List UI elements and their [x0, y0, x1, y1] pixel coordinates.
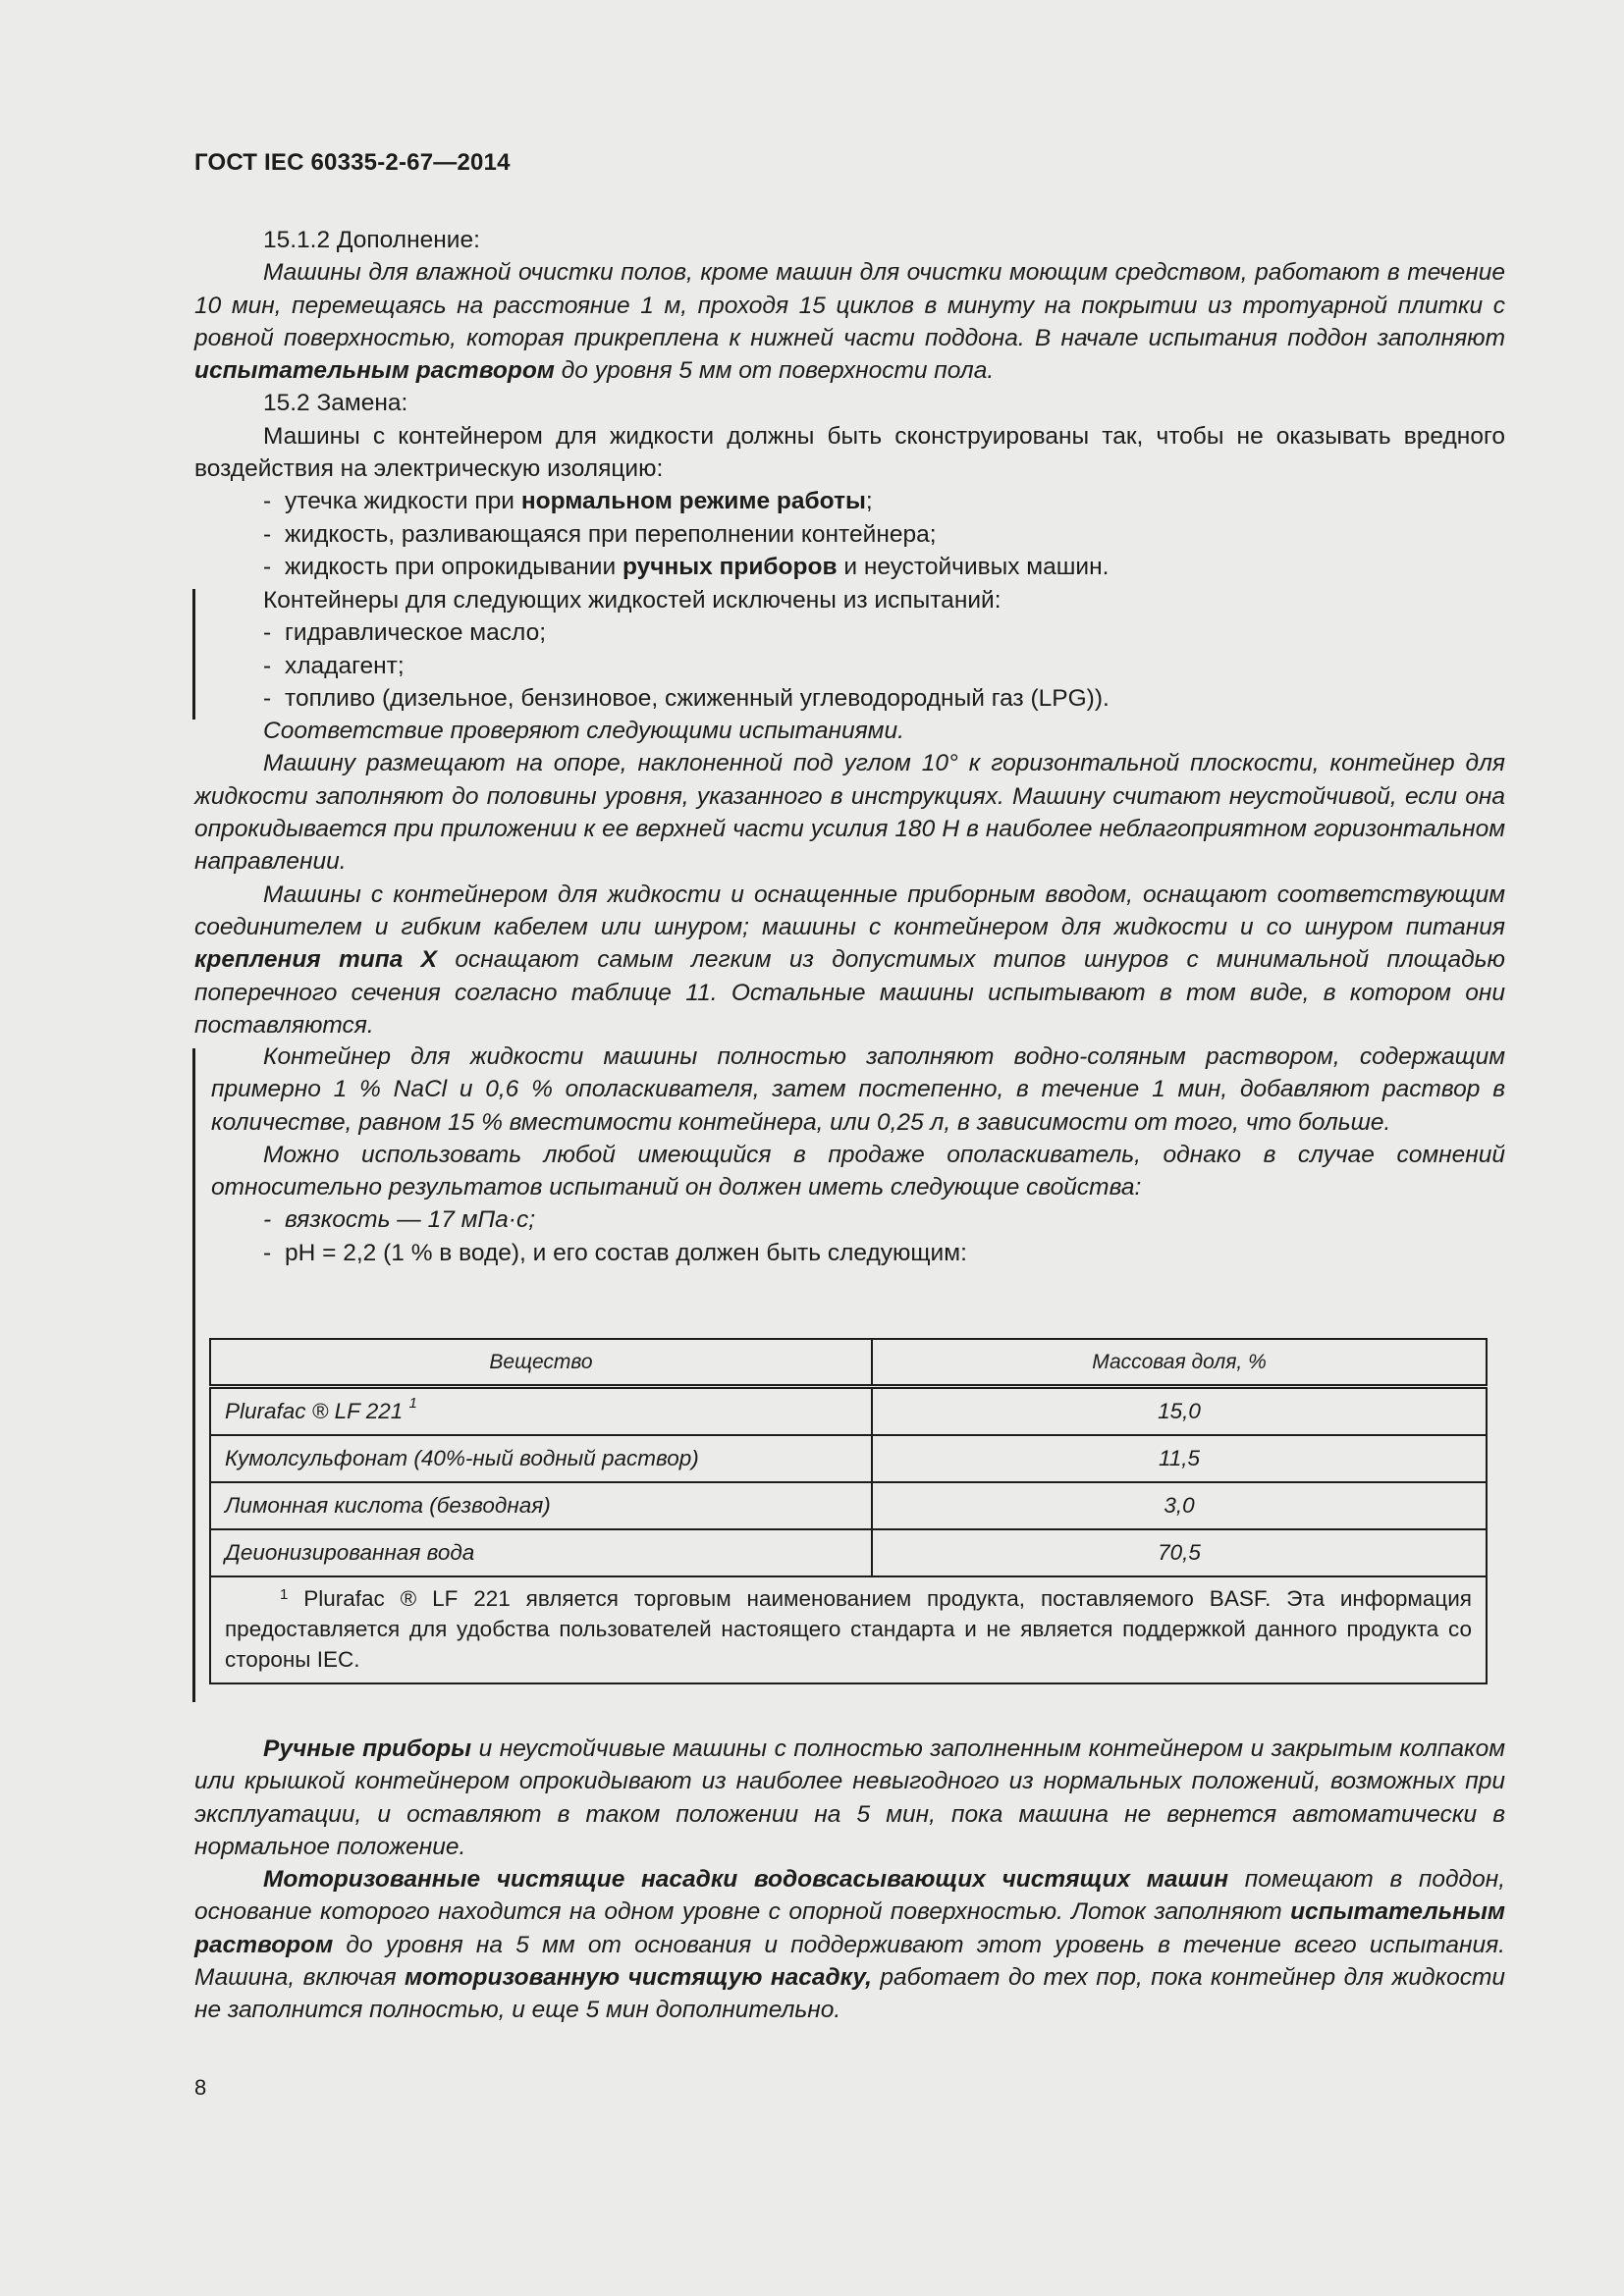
fraction-cell: 15,0 — [872, 1387, 1487, 1436]
fraction-cell: 3,0 — [872, 1482, 1487, 1529]
exclusions-block — [194, 584, 1505, 1041]
paragraph: Контейнер для жидкости машины полностью заполняют водно-соляным раствором, содержащим примерно 1 % NaCl и 0,6 % ополаскивателя, затем постепенно, в течение 1 мин, добавляют раствор в количестве, равном 15 % вместимости контейнера, или 0,25 л, в зависимости от того, что больше. — [211, 1043, 1505, 1136]
list-item: - pH = 2,2 (1 % в воде), и его состав должен быть следующим: — [263, 1239, 967, 1266]
fill-test-block — [194, 1041, 1505, 1269]
paragraph: Ручные приборы и неустойчивые машины с полностью заполненным контейнером и закрытым колпаком или крышкой контейнером опрокидывают из наиболее невыгодного из нормальных положений, возможных при эксплуатации, и оставляют в таком положении на 5 мин, пока машина не вернется автоматически в нормальное положение. — [194, 1735, 1506, 1860]
list-item: - жидкость при опрокидывании ручных приборов и неустойчивых машин. — [263, 553, 1110, 580]
paragraph: Контейнеры для следующих жидкостей исключены из испытаний: — [263, 587, 1001, 614]
substance-cell: Кумолсульфонат (40%-ный водный раствор) — [210, 1435, 872, 1482]
table-header-row — [210, 1339, 1487, 1387]
clause-title: 15.1.2 Дополнение: — [263, 227, 480, 253]
document-header: ГОСТ IEC 60335-2-67—2014 — [194, 149, 511, 176]
final-block — [194, 1733, 1505, 2027]
list-item: - утечка жидкости при нормальном режиме работы; — [263, 488, 873, 515]
column-header: Массовая доля, % — [872, 1339, 1487, 1387]
list-item: - топливо (дизельное, бензиновое, сжиженный углеводородный газ (LPG)). — [263, 684, 1110, 712]
column-header: Вещество — [210, 1339, 872, 1387]
list-item: - жидкость, разливающаяся при переполнении контейнера; — [263, 520, 937, 548]
paragraph: Машины с контейнером для жидкости и оснащенные приборным вводом, оснащают соответствующим соединителем и гибким кабелем или шнуром; машины с контейнером для жидкости и со шнуром питания крепления типа X оснащают самым легким из допустимых типов шнуров с минимальной площадью поперечного сечения согласно таблице 11. Остальные машины испытывают в том виде, в котором они поставляются. — [194, 881, 1505, 1039]
table-row — [210, 1482, 1487, 1529]
table-row — [210, 1529, 1487, 1576]
table-footnote-row — [210, 1576, 1487, 1683]
substance-cell: Лимонная кислота (безводная) — [210, 1482, 872, 1529]
paragraph: Моторизованные чистящие насадки водовсасывающих чистящих машин помещают в поддон, основание которого находится на одном уровне с опорной поверхностью. Лоток заполняют испытательным раствором до уровня на 5 мм от основания и поддерживают этот уровень в течение всего испытания. Машина, включая моторизованную чистящую насадку, работает до тех пор, пока контейнер для жидкости не заполнится полностью, и еще 5 мин дополнительно. — [194, 1866, 1505, 2024]
fraction-cell: 70,5 — [872, 1529, 1487, 1576]
paragraph: Машины с контейнером для жидкости должны быть сконструированы так, чтобы не оказывать вредного воздействия на электрическую изоляцию: — [194, 422, 1505, 483]
list-item: - вязкость — 17 мПа·с; — [263, 1206, 536, 1234]
paragraph: Можно использовать любой имеющийся в продаже ополаскиватель, однако в случае сомнений относительно результатов испытаний он должен иметь следующие свойства: — [211, 1141, 1505, 1201]
table-footnote: $^1$ Plurafac ® LF 221 является торговым наименованием продукта, поставляемого BASF. Эта информация предоставляется для удобства пользователей настоящего стандарта и не является поддержкой данного продукта со стороны IEC. — [210, 1576, 1487, 1683]
substance-cell: Plurafac ® LF 221 $^1$ — [210, 1387, 872, 1436]
substance-cell: Деионизированная вода — [210, 1529, 872, 1576]
paragraph: Машину размещают на опоре, наклоненной под углом 10° к горизонтальной плоскости, контейнер для жидкости заполняют до половины уровня, указанного в инструкциях. Машину считают неустойчивой, если она опрокидывается при приложении к ее верхней части усилия 180 Н в наиболее неблагоприятном горизонтальном направлении. — [194, 750, 1505, 876]
paragraph: Машины для влажной очистки полов, кроме машин для очистки моющим средством, работают в течение 10 мин, перемещаясь на расстояние 1 м, проходя 15 циклов в минуту на покрытии из тротуарной плитки с ровной поверхностью, которая прикреплена к нижней части поддона. В начале испытания поддон заполняют испытательным раствором до уровня 5 мм от поверхности пола. — [194, 259, 1505, 385]
table-row — [210, 1435, 1487, 1482]
clause-title: 15.2 Замена: — [263, 390, 408, 417]
fraction-cell: 11,5 — [872, 1435, 1487, 1482]
section-15-1-2 — [194, 224, 1505, 583]
list-item: - хладагент; — [263, 652, 405, 679]
composition-table — [209, 1338, 1488, 1684]
list-item: - гидравлическое масло; — [263, 619, 547, 647]
paragraph: Соответствие проверяют следующими испытаниями. — [263, 718, 904, 745]
table-row — [210, 1387, 1487, 1436]
page-number: 8 — [194, 2075, 207, 2100]
